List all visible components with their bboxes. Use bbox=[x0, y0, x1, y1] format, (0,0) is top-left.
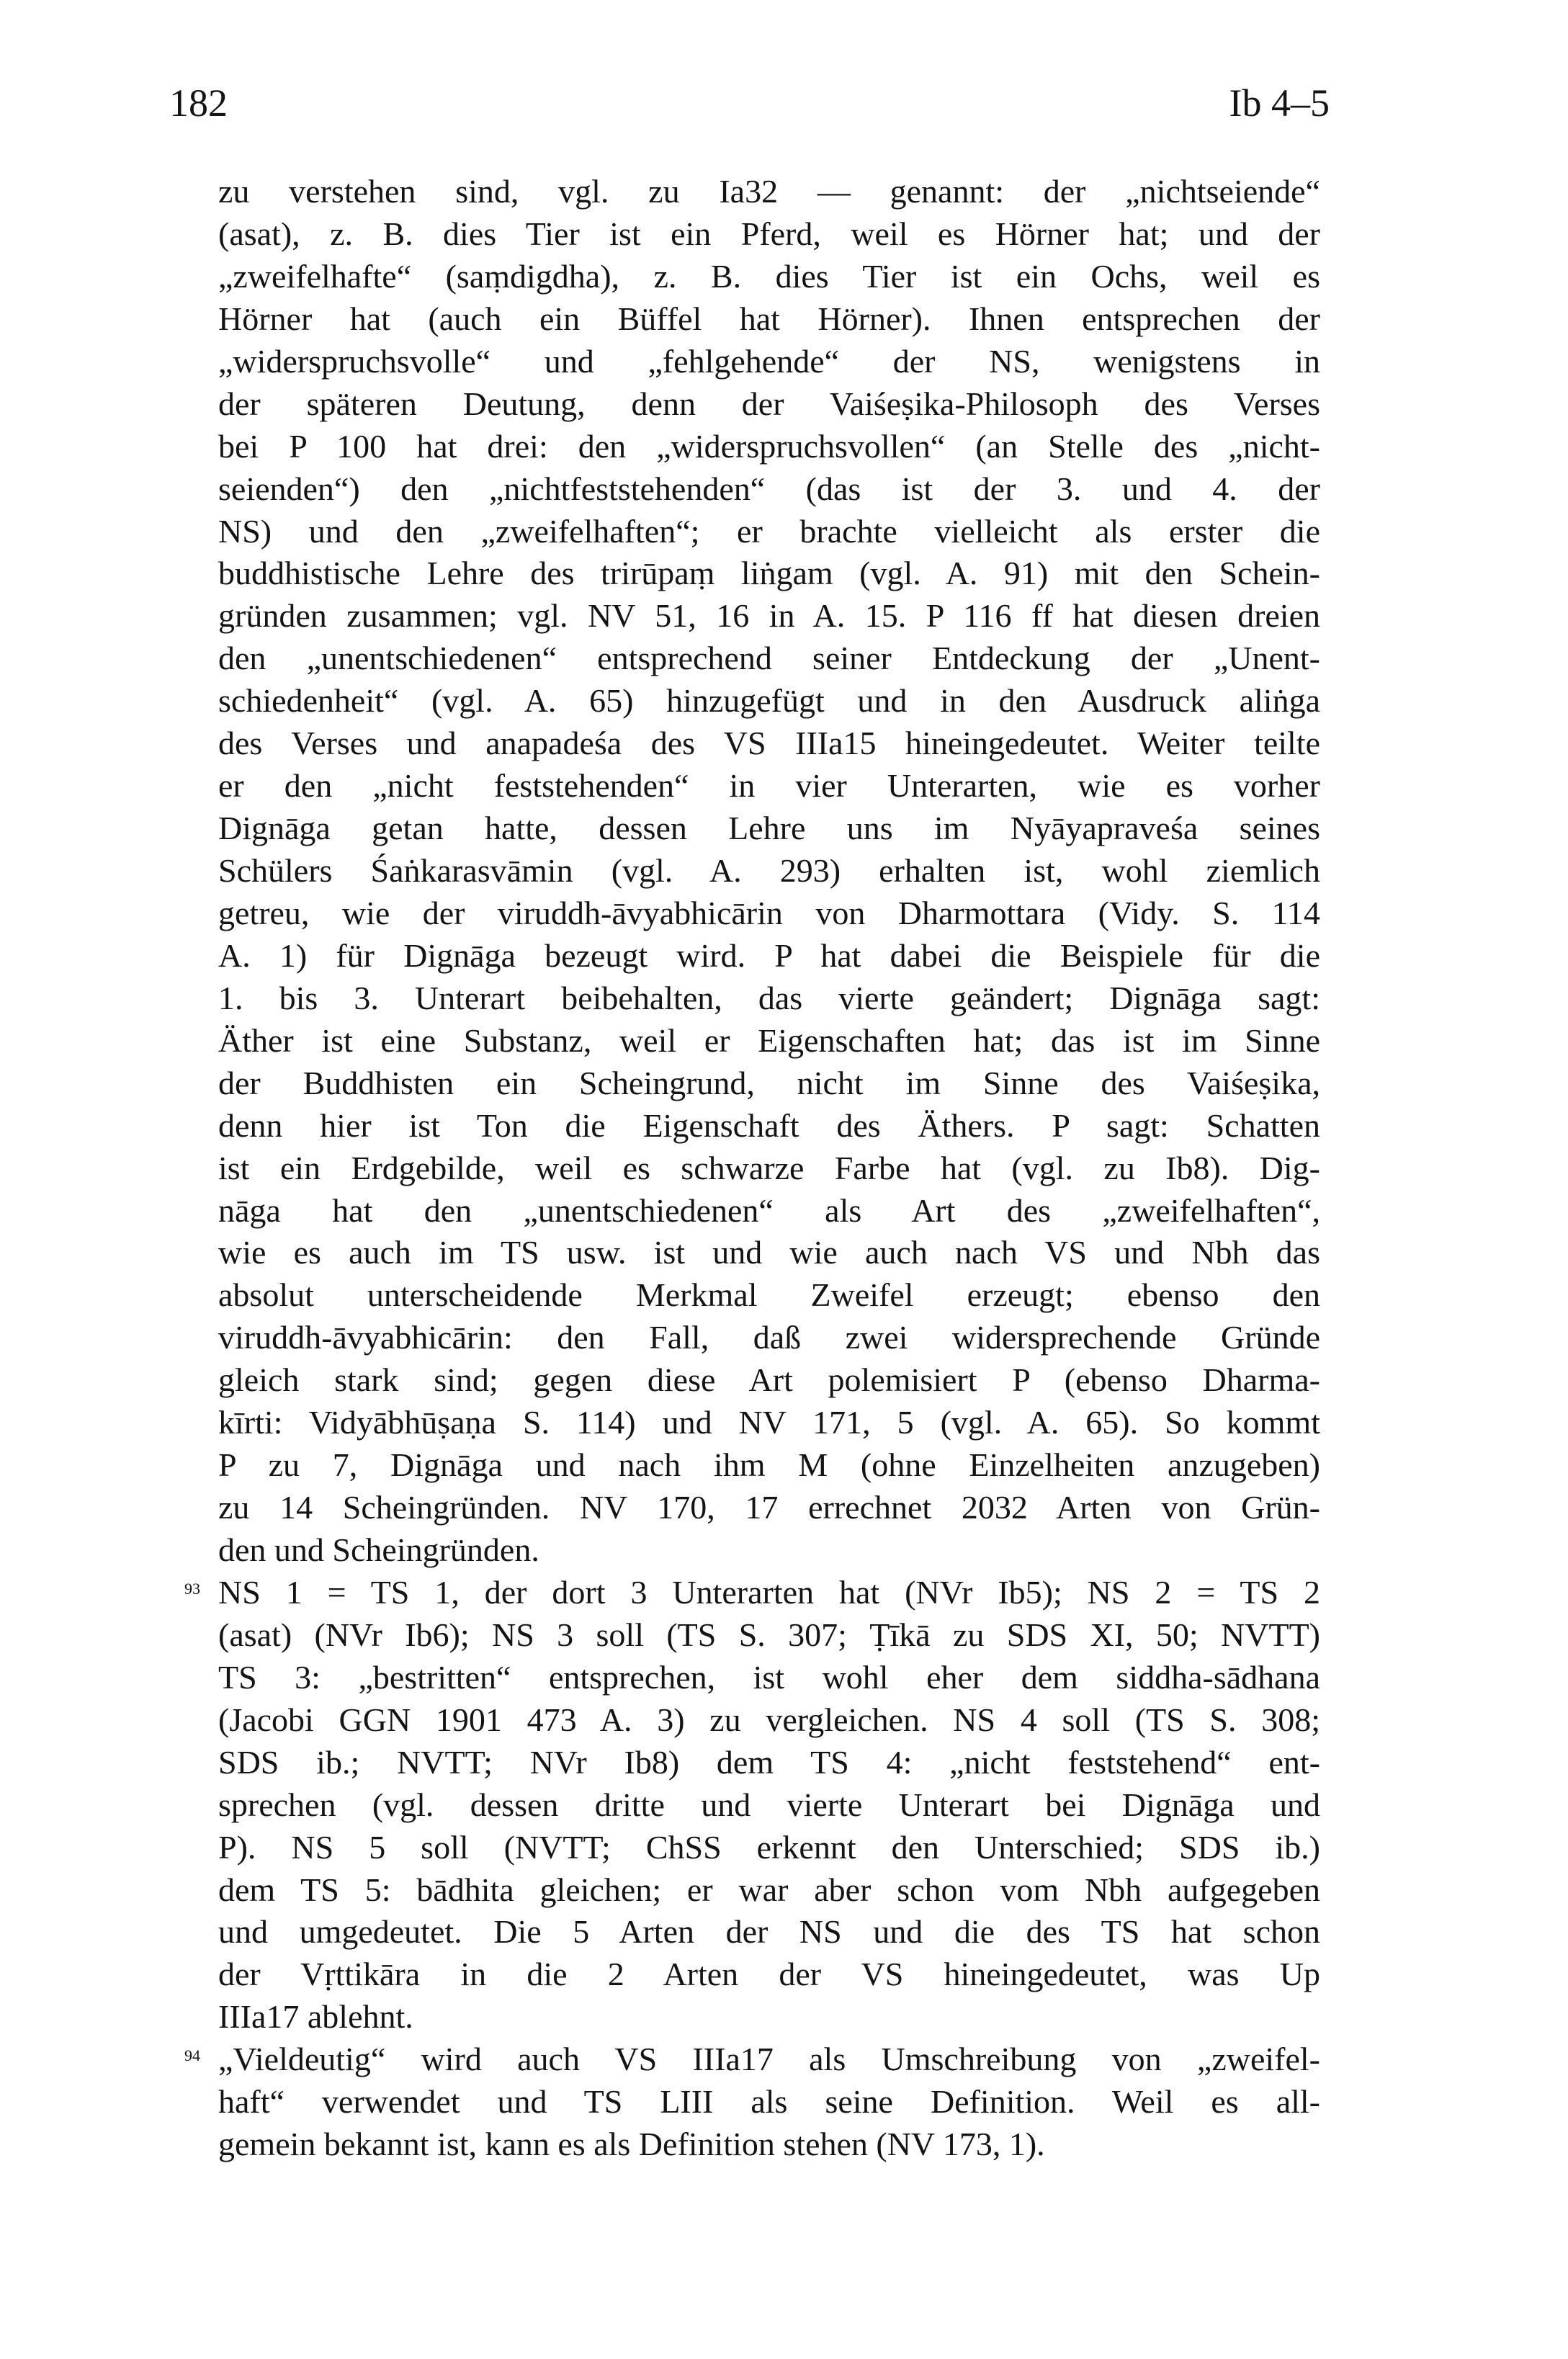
continuation-paragraph bbox=[218, 171, 1320, 1572]
footnote bbox=[184, 1572, 1320, 2038]
text-line: gründen zusammen; vgl. NV 51, 16 in A. 15. P 116 ff hat diesen dreien bbox=[218, 597, 1320, 635]
notes-section bbox=[184, 1572, 1320, 2166]
text-line: Dignāga getan hatte, dessen Lehre uns im Nyāyapraveśa seines bbox=[218, 810, 1320, 847]
text-line: (asat), z. B. dies Tier ist ein Pferd, weil es Hörner hat; und der bbox=[218, 215, 1320, 252]
page-header bbox=[0, 78, 1568, 128]
text-line: „zweifelhafte“ (saṃdigdha), z. B. dies Tier ist ein Ochs, weil es bbox=[218, 257, 1320, 295]
text-line: ist ein Erdgebilde, weil es schwarze Farbe hat (vgl. zu Ib8). Dig- bbox=[218, 1149, 1320, 1186]
text-line: des Verses und anapadeśa des VS IIIa15 hineingedeutet. Weiter teilte bbox=[218, 725, 1320, 762]
text-line: bei P 100 hat drei: den „widerspruchsvollen“ (an Stelle des „nicht- bbox=[218, 427, 1320, 465]
text-line: Schülers Śaṅkarasvāmin (vgl. A. 293) erhalten ist, wohl ziemlich bbox=[218, 852, 1320, 889]
text-line: gemein bekannt ist, kann es als Definition stehen (NV 173, 1). bbox=[218, 2126, 1045, 2163]
text-line: den „unentschiedenen“ entsprechend seiner Entdeckung der „Unent- bbox=[218, 640, 1320, 677]
text-line: „widerspruchsvolle“ und „fehlgehende“ der NS, wenigstens in bbox=[218, 342, 1320, 380]
text-line: der späteren Deutung, denn der Vaiśeṣika-Philosoph des Verses bbox=[218, 385, 1320, 422]
note-number: 94 bbox=[184, 2046, 200, 2065]
text-line: Äther ist eine Substanz, weil er Eigenschaften hat; das ist im Sinne bbox=[218, 1021, 1320, 1059]
footnote bbox=[184, 2038, 1320, 2166]
text-line: P zu 7, Dignāga und nach ihm M (ohne Einzelheiten anzugeben) bbox=[218, 1446, 1320, 1484]
text-line: (asat) (NVr Ib6); NS 3 soll (TS S. 307; Ṭīkā zu SDS XI, 50; NVTT) bbox=[218, 1616, 1320, 1653]
text-line: buddhistische Lehre des trirūpaṃ liṅgam (vgl. A. 91) mit den Schein- bbox=[218, 555, 1320, 592]
text-line: NS) und den „zweifelhaften“; er brachte vielleicht als erster die bbox=[218, 512, 1320, 550]
text-line: zu verstehen sind, vgl. zu Ia32 — genannt: der „nichtseiende“ bbox=[218, 173, 1320, 210]
text-line: denn hier ist Ton die Eigenschaft des Äthers. P sagt: Schatten bbox=[218, 1106, 1320, 1144]
text-line: P). NS 5 soll (NVTT; ChSS erkennt den Unterschied; SDS ib.) bbox=[218, 1828, 1320, 1866]
text-line: gleich stark sind; gegen diese Art polemisiert P (ebenso Dharma- bbox=[218, 1361, 1320, 1399]
text-line: und umgedeutet. Die 5 Arten der NS und die des TS hat schon bbox=[218, 1913, 1320, 1951]
note-number: 93 bbox=[184, 1579, 200, 1598]
text-line: der Buddhisten ein Scheingrund, nicht im Sinne des Vaiśeṣika, bbox=[218, 1064, 1320, 1101]
text-line: er den „nicht feststehenden“ in vier Unterarten, wie es vorher bbox=[218, 767, 1320, 805]
text-line: der Vṛttikāra in die 2 Arten der VS hineingedeutet, was Up bbox=[218, 1956, 1320, 1993]
text-line: A. 1) für Dignāga bezeugt wird. P hat dabei die Beispiele für die bbox=[218, 936, 1320, 974]
text-line: NS 1 = TS 1, der dort 3 Unterarten hat (NVr Ib5); NS 2 = TS 2 bbox=[218, 1573, 1320, 1611]
text-line: nāga hat den „unentschiedenen“ als Art des „zweifelhaften“, bbox=[218, 1191, 1320, 1229]
text-line: Hörner hat (auch ein Büffel hat Hörner). Ihnen entsprechen der bbox=[218, 300, 1320, 337]
text-line: den und Scheingründen. bbox=[218, 1531, 539, 1568]
page-number: 182 bbox=[169, 81, 228, 125]
text-line: zu 14 Scheingründen. NV 170, 17 errechnet 2032 Arten von Grün- bbox=[218, 1489, 1320, 1526]
text-line: seienden“) den „nichtfeststehenden“ (das ist der 3. und 4. der bbox=[218, 470, 1320, 507]
text-line: getreu, wie der viruddh-āvyabhicārin von Dharmottara (Vidy. S. 114 bbox=[218, 894, 1320, 931]
text-line: wie es auch im TS usw. ist und wie auch nach VS und Nbh das bbox=[218, 1234, 1320, 1271]
text-line: SDS ib.; NVTT; NVr Ib8) dem TS 4: „nicht feststehend“ ent- bbox=[218, 1743, 1320, 1781]
text-line: absolut unterscheidende Merkmal Zweifel erzeugt; ebenso den bbox=[218, 1276, 1320, 1314]
text-line: 1. bis 3. Unterart beibehalten, das vierte geändert; Dignāga sagt: bbox=[218, 979, 1320, 1016]
text-line: IIIa17 ablehnt. bbox=[218, 1998, 413, 2036]
text-line: viruddh-āvyabhicārin: den Fall, daß zwei widersprechende Gründe bbox=[218, 1319, 1320, 1356]
running-head: Ib 4–5 bbox=[1229, 81, 1330, 125]
text-line: (Jacobi GGN 1901 473 A. 3) zu vergleichen. NS 4 soll (TS S. 308; bbox=[218, 1701, 1320, 1738]
text-line: sprechen (vgl. dessen dritte und vierte Unterart bei Dignāga und bbox=[218, 1786, 1320, 1823]
text-line: schiedenheit“ (vgl. A. 65) hinzugefügt und in den Ausdruck aliṅga bbox=[218, 682, 1320, 720]
text-line: „Vieldeutig“ wird auch VS IIIa17 als Umschreibung von „zweifel- bbox=[218, 2041, 1320, 2078]
text-line: TS 3: „bestritten“ entsprechen, ist wohl eher dem siddha-sādhana bbox=[218, 1658, 1320, 1696]
body-text bbox=[184, 171, 1320, 2166]
text-line: kīrti: Vidyābhūṣaṇa S. 114) und NV 171, 5 (vgl. A. 65). So kommt bbox=[218, 1404, 1320, 1441]
text-line: dem TS 5: bādhita gleichen; er war aber schon vom Nbh aufgegeben bbox=[218, 1871, 1320, 1908]
text-line: haft“ verwendet und TS LIII als seine Definition. Weil es all- bbox=[218, 2083, 1320, 2121]
